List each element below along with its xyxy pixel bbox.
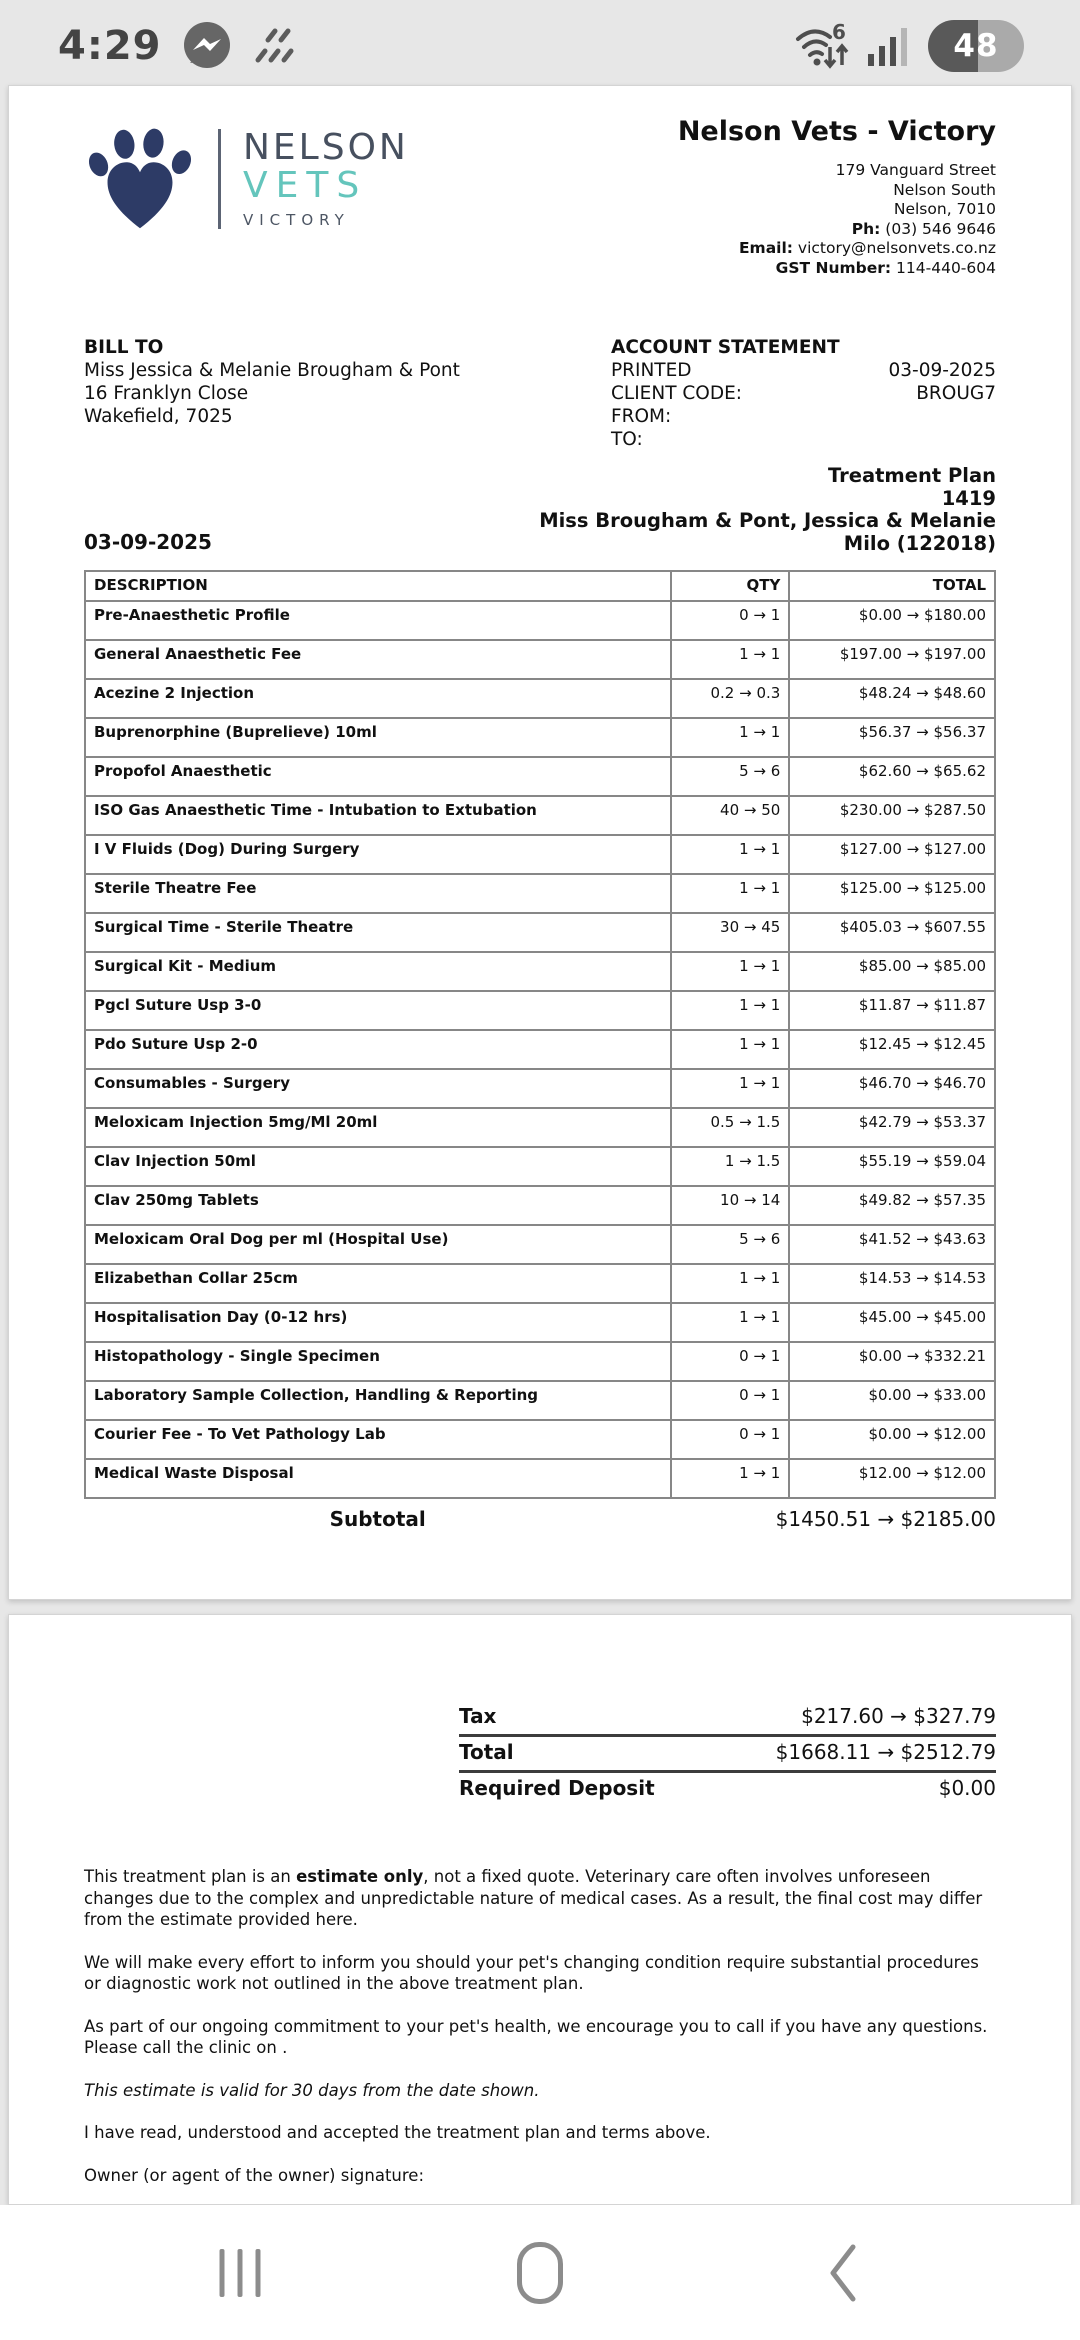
recents-button[interactable] bbox=[220, 2249, 261, 2297]
recents-bar bbox=[238, 2249, 243, 2297]
home-icon bbox=[517, 2242, 563, 2304]
terms-and-conditions bbox=[84, 1866, 996, 2144]
plan-header-row bbox=[84, 465, 996, 555]
bill-to-line: 16 Franklyn Close bbox=[84, 383, 249, 404]
tax-value: $217.60 → $327.79 bbox=[801, 1704, 996, 1728]
table-row: Pre-Anaesthetic Profile 0 → 1 $0.00 → $180.00 bbox=[85, 601, 995, 640]
back-chevron-icon bbox=[825, 2241, 861, 2305]
recents-bar bbox=[256, 2249, 261, 2297]
back-button[interactable] bbox=[825, 2241, 861, 2305]
document-page-2 bbox=[8, 1614, 1072, 2205]
table-row: I V Fluids (Dog) During Surgery 1 → 1 $127.00 → $127.00 bbox=[85, 835, 995, 874]
status-bar bbox=[0, 0, 1080, 85]
table-row: Pdo Suture Usp 2-0 1 → 1 $12.45 → $12.45 bbox=[85, 1030, 995, 1069]
svg-text:6: 6 bbox=[832, 19, 846, 44]
table-row: Elizabethan Collar 25cm 1 → 1 $14.53 → $14.53 bbox=[85, 1264, 995, 1303]
table-row: Courier Fee - To Vet Pathology Lab 0 → 1 $0.00 → $12.00 bbox=[85, 1420, 995, 1459]
tax-row bbox=[459, 1701, 996, 1737]
hatch-notification-icon bbox=[252, 26, 300, 66]
plan-title: Treatment Plan bbox=[827, 464, 996, 487]
table-row: Surgical Time - Sterile Theatre 30 → 45 $405.03 → $607.55 bbox=[85, 913, 995, 952]
clinic-address-line: 179 Vanguard Street bbox=[835, 161, 996, 179]
required-deposit-row bbox=[459, 1773, 996, 1806]
clinic-address-line: Nelson South bbox=[893, 180, 996, 199]
statement-row: CLIENT CODE: BROUG7 bbox=[611, 383, 996, 404]
home-button[interactable] bbox=[517, 2242, 563, 2304]
table-row: Meloxicam Oral Dog per ml (Hospital Use) 5 → 6 $41.52 → $43.63 bbox=[85, 1225, 995, 1264]
signature-label: Owner (or agent of the owner) signature: bbox=[84, 2165, 425, 2185]
total-value: $1668.11 → $2512.79 bbox=[775, 1740, 996, 1764]
table-row: Clav Injection 50ml 1 → 1.5 $55.19 → $59.04 bbox=[85, 1147, 995, 1186]
table-row: Acezine 2 Injection 0.2 → 0.3 $48.24 → $48.60 bbox=[85, 679, 995, 718]
table-row: Meloxicam Injection 5mg/Ml 20ml 0.5 → 1.5 $42.79 → $53.37 bbox=[85, 1108, 995, 1147]
tax-label: Tax bbox=[459, 1704, 497, 1728]
header-description: DESCRIPTION bbox=[85, 571, 671, 601]
table-row: Clav 250mg Tablets 10 → 14 $49.82 → $57.35 bbox=[85, 1186, 995, 1225]
clock: 4:29 bbox=[58, 22, 162, 69]
table-row: Histopathology - Single Specimen 0 → 1 $0.00 → $332.21 bbox=[85, 1342, 995, 1381]
navigation-bar bbox=[0, 2205, 1080, 2340]
table-row: ISO Gas Anaesthetic Time - Intubation to Extubation 40 → 50 $230.00 → $287.50 bbox=[85, 796, 995, 835]
subtotal-row bbox=[84, 1507, 996, 1531]
total-label: Total bbox=[459, 1740, 514, 1764]
required-deposit-label: Required Deposit bbox=[459, 1776, 655, 1800]
total-row bbox=[459, 1737, 996, 1773]
table-row: Pgcl Suture Usp 3-0 1 → 1 $11.87 → $11.87 bbox=[85, 991, 995, 1030]
subtotal-value: $1450.51 → $2185.00 bbox=[775, 1507, 996, 1531]
subtotal-label: Subtotal bbox=[329, 1507, 426, 1531]
clinic-phone: Ph: (03) 546 9646 bbox=[851, 219, 996, 238]
clinic-email: Email: victory@nelsonvets.co.nz bbox=[738, 239, 996, 257]
statement-row: PRINTED 03-09-2025 bbox=[611, 360, 996, 381]
signal-strength-icon bbox=[866, 22, 914, 70]
logo-line-victory: VICTORY bbox=[243, 210, 350, 229]
required-deposit-value: $0.00 bbox=[938, 1776, 996, 1800]
table-row: Buprenorphine (Buprelieve) 10ml 1 → 1 $56.37 → $56.37 bbox=[85, 718, 995, 757]
logo-line-nelson: NELSON bbox=[243, 126, 409, 168]
table-row: Hospitalisation Day (0-12 hrs) 1 → 1 $45.00 → $45.00 bbox=[85, 1303, 995, 1342]
clinic-name: Nelson Vets - Victory bbox=[677, 116, 996, 147]
treatment-items-table bbox=[84, 570, 996, 1499]
table-row: Propofol Anaesthetic 5 → 6 $62.60 → $65.62 bbox=[85, 757, 995, 796]
terms-paragraph-1: This treatment plan is an estimate only, not a fixed quote. Veterinary care often involves unforeseen changes due to the complex and unpredictable nature of medical cases. As a result, the final cost may differ from the estimate provided here. bbox=[84, 1867, 983, 1929]
billing-info-row bbox=[84, 336, 996, 451]
battery-percent: 48 bbox=[953, 27, 999, 64]
terms-paragraph-2: We will make every effort to inform you should your pet's changing condition require substantial procedures or diagnostic work not outlined in the above treatment plan. bbox=[84, 1952, 979, 1993]
bill-to-line: Miss Jessica & Melanie Brougham & Pont bbox=[84, 360, 460, 381]
terms-validity-note: This estimate is valid for 30 days from the date shown. bbox=[84, 2080, 540, 2100]
paw-heart-logo-icon bbox=[84, 127, 196, 231]
clinic-address-line: Nelson, 7010 bbox=[893, 200, 996, 218]
totals-summary bbox=[459, 1701, 996, 1806]
logo-divider bbox=[218, 129, 221, 229]
clinic-gst: GST Number: 114-440-604 bbox=[775, 258, 996, 277]
clinic-info bbox=[678, 116, 996, 278]
statement-row: TO: bbox=[611, 429, 643, 450]
clinic-logo bbox=[84, 116, 409, 241]
battery-indicator bbox=[928, 20, 1024, 72]
bill-to-title: BILL TO bbox=[84, 337, 164, 358]
plan-client: Miss Brougham & Pont, Jessica & Melanie bbox=[539, 509, 996, 532]
document-header bbox=[84, 116, 996, 278]
terms-acceptance: I have read, understood and accepted the treatment plan and terms above. bbox=[84, 2123, 711, 2142]
logo-wordmark bbox=[243, 126, 409, 229]
table-row: Surgical Kit - Medium 1 → 1 $85.00 → $85.00 bbox=[85, 952, 995, 991]
bill-to-block bbox=[84, 336, 460, 451]
treatment-plan-block bbox=[539, 465, 996, 555]
recents-bar bbox=[220, 2249, 225, 2297]
plan-patient: Milo (122018) bbox=[843, 531, 996, 555]
document-date: 03-09-2025 bbox=[84, 530, 212, 554]
account-statement-block bbox=[611, 336, 996, 451]
terms-paragraph-3: As part of our ongoing commitment to your pet's health, we encourage you to call if you have any questions. Please call the clinic on . bbox=[84, 2016, 988, 2057]
plan-number: 1419 bbox=[941, 486, 996, 510]
header-qty: QTY bbox=[671, 571, 789, 601]
document-page-1 bbox=[8, 85, 1072, 1600]
logo-line-vets: VETS bbox=[243, 164, 368, 206]
statement-row: FROM: bbox=[611, 406, 672, 427]
table-row: Sterile Theatre Fee 1 → 1 $125.00 → $125.00 bbox=[85, 874, 995, 913]
table-row: Consumables - Surgery 1 → 1 $46.70 → $46.70 bbox=[85, 1069, 995, 1108]
statement-title: ACCOUNT STATEMENT bbox=[611, 337, 840, 358]
messenger-notification-icon bbox=[180, 19, 234, 73]
wifi-6-icon bbox=[792, 17, 852, 75]
table-row: Laboratory Sample Collection, Handling & Reporting 0 → 1 $0.00 → $33.00 bbox=[85, 1381, 995, 1420]
table-row: General Anaesthetic Fee 1 → 1 $197.00 → $197.00 bbox=[85, 640, 995, 679]
table-header-row bbox=[85, 571, 995, 601]
header-total: TOTAL bbox=[789, 571, 995, 601]
table-row: Medical Waste Disposal 1 → 1 $12.00 → $12.00 bbox=[85, 1459, 995, 1498]
bill-to-line: Wakefield, 7025 bbox=[84, 406, 233, 427]
